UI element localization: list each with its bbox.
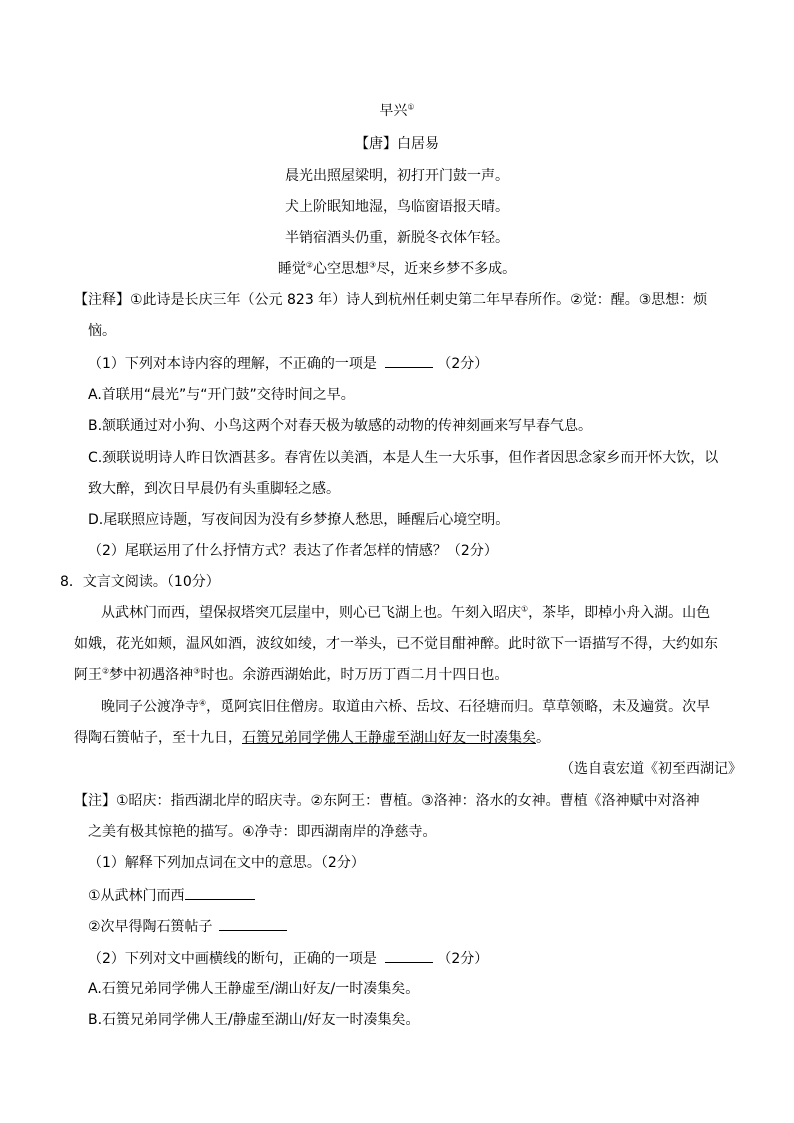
poem-notes-line-2: 恼。 [88,323,116,339]
option-b: B.颔联通过对小狗、小鸟这两个对春天极为敏感的动物的传神刻画来写早春气息。 [88,418,593,434]
passage-text: ，茶毕，即棹小舟入湖。山色 [528,605,711,621]
note-mark: ② [305,260,313,270]
passage-source: （选自袁宏道《初至西湖记》 [560,761,742,777]
poem-line-4-part: 心空思想 [313,261,369,277]
poem-notes-line-1: 【注释】①此诗是长庆三年（公元 823 年）诗人到杭州任刺史第二年早春所作。②觉：醒。③思想：烦 [74,292,708,308]
option-a: A.石篑兄弟同学佛人王静虚至/湖山好友/一时凑集矣。 [88,981,420,997]
passage-p1-line-1 [101,603,710,623]
passage-text: 梦中初遇洛神 [109,667,194,683]
answer-blank[interactable] [219,916,287,931]
passage-text: ，觅阿宾旧住僧房。取道由六桥、岳坟、石径塘而归。草草领略，未及遍赏。次早 [206,699,711,715]
question-8-1-b [88,916,287,937]
passage-text: 晚同子公渡净寺 [101,699,199,715]
question-points: （2分） [437,951,489,967]
option-a: A.首联用“晨光”与“开门鼓”交待时间之早。 [88,387,355,403]
question-7-2: （2）尾联运用了什么抒情方式？表达了作者怎样的情感？（2分） [88,543,498,559]
passage-p2-line-2 [74,728,550,748]
poem-line-4-part: 睡觉 [277,261,306,277]
note-mark: ② [102,666,110,676]
poem-title-text: 早兴 [379,103,408,119]
passage-notes-line-2: 之美有极其惊艳的描写。④净寺：即西湖南岸的净慈寺。 [88,824,437,840]
passage-p1-line-3 [74,665,508,685]
passage-notes-line-1: 【注】①昭庆：指西湖北岸的昭庆寺。②东阿王：曹植。③洛神：洛水的女神。曹植《洛神赋中对洛神 [74,793,700,809]
underlined-sentence: 石篑兄弟同学佛人王静虚至湖山好友一时凑集矣 [242,730,536,746]
poem-line-4-part: 尽，近来乡梦不多成。 [376,261,517,277]
poem-title-note-mark: ① [407,102,415,112]
answer-blank[interactable] [185,885,255,900]
question-stem: （1）下列对本诗内容的理解，不正确的一项是 [88,356,377,372]
passage-text: 阿王 [74,667,102,683]
passage-text: 得陶石篑帖子，至十九日， [74,730,242,746]
passage-text: 时也。余游西湖始此，时万历丁酉二月十四日也。 [200,667,509,683]
question-8-heading: 8．文言文阅读。（10分） [60,574,220,590]
poem-line-3: 半销宿酒头仍重，新脱冬衣体乍轻。 [285,230,509,246]
poem-line-1: 晨光出照屋梁明，初打开门鼓一声。 [285,168,509,184]
option-b: B.石篑兄弟同学佛人王/静虚至湖山/好友一时凑集矣。 [88,1012,420,1028]
question-8-1-a [88,885,255,906]
question-8-2 [88,948,488,969]
note-mark: ③ [193,666,201,676]
answer-blank[interactable] [385,948,433,963]
poem-line-2: 犬上阶眠知地湿，鸟临窗语报天晴。 [285,199,509,215]
poem-title [0,101,794,121]
note-mark: ① [521,604,529,614]
question-stem: （2）下列对文中画横线的断句，正确的一项是 [88,951,377,967]
question-item: ②次早得陶石篑帖子 [88,919,213,935]
passage-p1-line-2: 如娥，花光如颊，温风如酒，波纹如绫，才一举头，已不觉目酣神醉。此时欲下一语描写不得，大约如东 [74,636,718,652]
answer-blank[interactable] [385,353,433,368]
poem-author: 【唐】白居易 [355,136,439,152]
option-d: D.尾联照应诗题，写夜间因为没有乡梦撩人愁思，睡醒后心境空明。 [88,512,510,528]
question-item: ①从武林门而西 [88,888,185,904]
passage-p2-line-1 [101,697,710,717]
passage-text: 从武林门而西，望保叔塔突兀层崖中，则心已飞湖上也。午刻入昭庆 [101,605,521,621]
question-points: （2分） [437,356,489,372]
passage-text: 。 [536,730,550,746]
option-c-cont: 致大醉，到次日早晨仍有头重脚轻之感。 [88,481,340,497]
note-mark: ④ [199,698,207,708]
question-7-1 [88,353,488,374]
poem-line-4 [0,259,794,279]
question-8-1: （1）解释下列加点词在文中的意思。（2分） [88,855,365,871]
option-c: C.颈联说明诗人昨日饮酒甚多。春宵佐以美酒，本是人生一大乐事，但作者因思念家乡而开怀大饮，以 [88,450,719,466]
note-mark: ③ [369,260,377,270]
